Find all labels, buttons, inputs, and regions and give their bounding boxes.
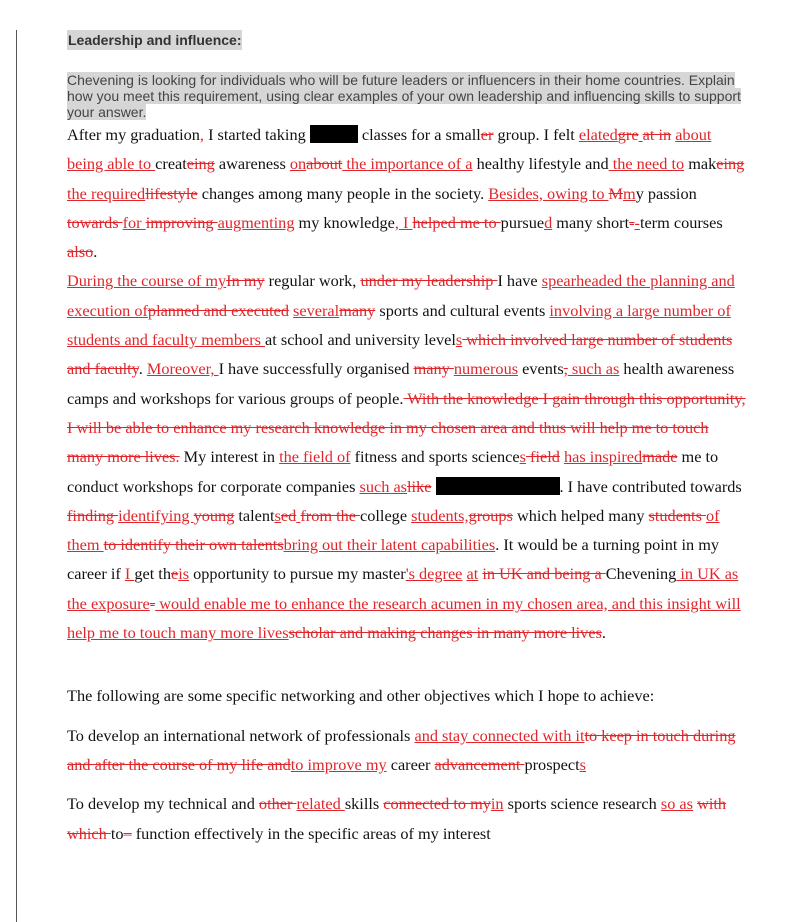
tracked-insertion: so as — [660, 794, 693, 814]
text-run: at school and university level — [265, 330, 456, 350]
tracked-deletion: eing — [186, 154, 215, 174]
tracked-insertion: has inspired — [563, 447, 643, 467]
section-heading: Leadership and influence: — [68, 32, 242, 48]
text-run: classes for a small — [357, 125, 481, 144]
tracked-deletion: many — [413, 359, 454, 379]
tracked-deletion: connected to my — [383, 794, 491, 814]
tracked-insertion: During the course of my — [67, 271, 227, 291]
tracked-insertion: in — [490, 794, 504, 814]
tracked-deletion: with which — [67, 794, 727, 843]
text-run: to — [110, 823, 124, 843]
tracked-deletion: – — [123, 823, 132, 843]
text-run: function effectively in the specific areas of my interest — [131, 823, 491, 843]
tracked-deletion: to keep in touch during and after the course of my life and — [67, 725, 736, 774]
redaction-block — [310, 125, 358, 143]
tracked-insertion: on — [289, 154, 307, 174]
tracked-deletion: scholar and making changes in many more lives — [288, 623, 602, 643]
tracked-deletion: under my leadership — [360, 271, 498, 291]
essay-prompt — [67, 72, 747, 120]
tracked-deletion: finding — [67, 505, 119, 525]
tracked-deletion: helped me to — [412, 212, 501, 232]
document-page — [67, 30, 747, 848]
tracked-deletion: groups — [468, 505, 513, 525]
text-run: To develop an international network of professionals — [67, 725, 415, 745]
paragraph-leadership-1[interactable] — [67, 120, 747, 266]
tracked-deletion: , — [563, 359, 568, 379]
text-run: get th — [134, 564, 171, 584]
tracked-insertion: to improve my — [290, 754, 387, 774]
tracked-insertion: is — [178, 564, 190, 584]
tracked-insertion: students, — [411, 505, 469, 525]
tracked-insertion: in UK as the exposure — [67, 564, 739, 613]
tracked-deletion: young — [193, 505, 235, 525]
tracked-deletion: made — [642, 447, 678, 467]
text-run: talent — [234, 505, 275, 525]
tracked-insertion: I — [124, 564, 135, 584]
tracked-insertion: Moreover, — [146, 359, 219, 379]
spacer — [67, 711, 747, 721]
paragraph-leadership-2[interactable] — [67, 266, 747, 647]
tracked-deletion: in UK and being a — [482, 564, 606, 584]
tracked-deletion: With the knowledge I gain through this opportunity, I will be able to enhance my research knowledge in my chosen area and thus will help me to touch many more lives. — [67, 388, 746, 467]
tracked-insertion: at — [466, 564, 479, 584]
tracked-insertion: augmenting — [217, 212, 295, 232]
objective-networking[interactable] — [67, 721, 747, 780]
tracked-insertion: m — [623, 183, 636, 203]
text-run: I have successfully organised — [218, 359, 414, 379]
tracked-insertion: several — [293, 300, 340, 320]
text-run: group. I felt — [493, 125, 579, 144]
text-run: term courses — [639, 212, 723, 232]
text-run: health awareness camps and workshops for various groups of people. — [67, 359, 735, 408]
tracked-deletion: lifestyle — [145, 183, 198, 203]
tracked-insertion: about being able to — [67, 125, 712, 174]
tracked-deletion: improving — [145, 212, 218, 232]
tracked-deletion: ed — [280, 505, 297, 525]
tracked-insertion: and stay connected with it — [414, 725, 585, 745]
text-run: prospect — [524, 754, 580, 774]
tracked-deletion: which involved large number of students and faculty — [67, 330, 733, 379]
text-run: career — [386, 754, 435, 774]
tracked-insertion: the field of — [279, 447, 351, 467]
tracked-deletion: at in — [642, 125, 672, 144]
tracked-insertion: bring out their latent capabilities — [283, 535, 496, 555]
tracked-deletion: In my — [226, 271, 265, 291]
tracked-insertion: Besides, owing to — [488, 183, 609, 203]
prompt-text: Chevening is looking for individuals who will be future leaders or influencers in their home countries. Explain how you meet this requirement, using clear examples of your own leadership and influencing skills to support your answer. — [67, 72, 741, 120]
tracked-insertion: , I — [394, 212, 413, 232]
objectives-intro[interactable]: The following are some specific networking and other objectives which I hope to achieve: — [67, 686, 655, 706]
spacer — [67, 647, 747, 681]
text-run: events — [518, 359, 564, 379]
tracked-deletion: also — [67, 242, 94, 262]
text-run: . — [138, 359, 147, 379]
tracked-deletion: advancement — [434, 754, 525, 774]
tracked-insertion: for — [122, 212, 146, 232]
objective-technical-skills[interactable] — [67, 789, 747, 848]
tracked-insertion: 's degree — [405, 564, 463, 584]
tracked-deletion: to identify their own talents — [103, 535, 284, 555]
tracked-insertion: involving a large number of students and faculty members — [67, 300, 731, 350]
redaction-block — [436, 477, 560, 495]
tracked-deletion: towards — [67, 212, 123, 232]
tracked-deletion: about — [306, 154, 343, 174]
tracked-insertion: identifying — [118, 505, 194, 525]
text-run: I started taking — [204, 125, 310, 144]
tracked-insertion: related — [296, 794, 345, 814]
tracked-insertion: would enable me to enhance the research acumen in my chosen area, and this insight will help me to touch many more lives — [67, 593, 741, 643]
tracked-deletion: from the — [300, 505, 361, 525]
tracked-insertion: s — [579, 754, 586, 774]
tracked-insertion: d — [544, 212, 553, 232]
tracked-insertion: the required — [67, 183, 146, 203]
tracked-deletion: planned and executed — [147, 300, 289, 320]
tracked-insertion: s — [519, 447, 526, 467]
tracked-deletion: e — [170, 564, 179, 584]
text-run: . — [601, 623, 606, 643]
tracked-deletion: field — [525, 447, 560, 467]
text-run: sports and cultural events — [375, 300, 550, 320]
tracked-deletion: students — [648, 505, 706, 525]
text-run: opportunity to pursue my master — [189, 564, 406, 584]
tracked-deletion: - — [149, 593, 156, 613]
tracked-insertion: spearheaded the planning and execution of — [67, 271, 735, 320]
tracked-deletion: gre — [617, 125, 639, 144]
text-run: healthy lifestyle and — [472, 154, 609, 174]
tracked-deletion: eing — [716, 154, 745, 174]
tracked-insertion: the importance of a — [342, 154, 473, 174]
tracked-deletion: many — [339, 300, 376, 320]
text-run: college — [360, 505, 412, 525]
tracked-deletion: like — [407, 476, 432, 496]
text-run: changes among many people in the society. — [197, 183, 489, 203]
text-run: Chevening — [605, 564, 677, 584]
text-run: mak — [684, 154, 717, 174]
text-run: . — [93, 242, 98, 262]
text-run: which helped many — [512, 505, 649, 525]
text-run: regular work, — [264, 271, 361, 291]
tracked-insertion: elated — [578, 125, 618, 144]
tracked-insertion: s — [455, 330, 463, 350]
tracked-insertion: of them — [67, 505, 720, 555]
text-run: creat — [155, 154, 187, 174]
spacer — [67, 779, 747, 789]
tracked-deletion: M — [608, 183, 624, 203]
text-run: . I have contributed towards — [559, 476, 742, 496]
text-run: pursue — [500, 212, 545, 232]
text-run: To develop my technical and — [67, 794, 259, 814]
text-run: . It would be a turning point in my career if — [67, 535, 720, 584]
text-run: sports science research — [503, 794, 661, 814]
text-run: skills — [344, 794, 384, 814]
tracked-insertion: the need to — [608, 154, 685, 174]
tracked-deletion: other — [258, 794, 297, 814]
tracked-deletion: - — [629, 212, 635, 232]
text-run: My interest in — [179, 447, 280, 467]
text-run: I have — [497, 271, 542, 291]
text-run: fitness and sports science — [350, 447, 520, 467]
tracked-deletion: er — [480, 125, 494, 144]
tracked-insertion: numerous — [453, 359, 519, 379]
tracked-insertion: such as — [359, 476, 408, 496]
text-run: After my graduation — [67, 125, 200, 144]
text-run: me to conduct workshops for corporate companies — [67, 447, 719, 496]
tracked-insertion: such as — [567, 359, 620, 379]
text-run: many short — [552, 212, 630, 232]
tracked-insertion: , — [199, 125, 204, 144]
tracked-insertion: s — [274, 505, 281, 525]
text-run: awareness — [214, 154, 290, 174]
text-run: y passion — [635, 183, 697, 203]
tracked-insertion: - — [634, 212, 640, 232]
page-margin-line — [16, 30, 17, 922]
text-run: my knowledge — [294, 212, 395, 232]
